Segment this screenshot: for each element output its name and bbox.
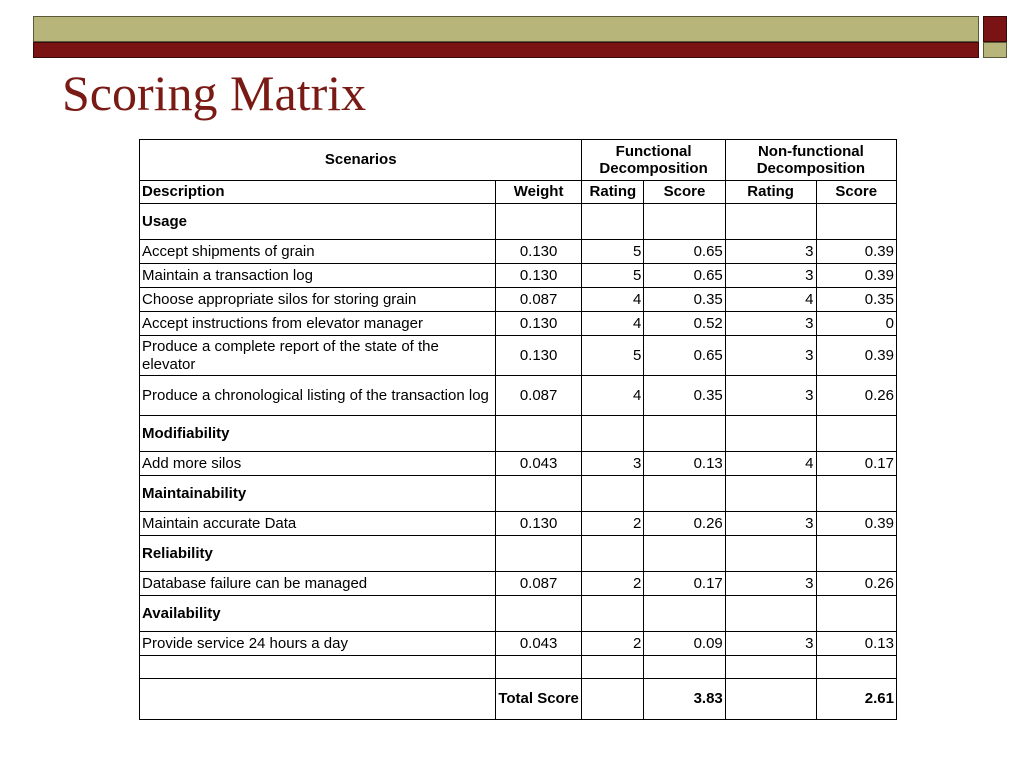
header-bar-maroon (33, 42, 979, 58)
scenario-description: Accept instructions from elevator manager (140, 312, 496, 336)
nonfunctional-score: 0.13 (816, 632, 896, 656)
empty-cell (495, 476, 582, 512)
total-functional-score: 3.83 (644, 679, 725, 720)
scenario-description: Provide service 24 hours a day (140, 632, 496, 656)
nonfunctional-rating: 3 (725, 572, 816, 596)
empty-cell (495, 416, 582, 452)
header-row-groups (140, 140, 897, 181)
nonfunctional-score: 0.39 (816, 512, 896, 536)
nonfunctional-rating-header: Rating (725, 181, 816, 204)
nonfunctional-rating: 3 (725, 240, 816, 264)
scenario-description: Database failure can be managed (140, 572, 496, 596)
total-row (140, 679, 897, 720)
empty-cell (816, 476, 896, 512)
empty-cell (582, 204, 644, 240)
nonfunctional-score: 0.26 (816, 572, 896, 596)
functional-decomposition-header: Functional Decomposition (582, 140, 725, 181)
empty-cell (644, 416, 725, 452)
weight-value: 0.087 (495, 376, 582, 416)
scenario-description: Add more silos (140, 452, 496, 476)
empty-cell (816, 204, 896, 240)
weight-value: 0.043 (495, 632, 582, 656)
weight-value: 0.130 (495, 312, 582, 336)
empty-cell (725, 476, 816, 512)
functional-rating: 5 (582, 336, 644, 376)
functional-score-header: Score (644, 181, 725, 204)
table-row (140, 572, 897, 596)
category-label: Availability (140, 596, 496, 632)
functional-rating: 4 (582, 288, 644, 312)
scenario-description: Maintain a transaction log (140, 264, 496, 288)
table-row (140, 264, 897, 288)
table-row (140, 312, 897, 336)
nonfunctional-rating: 3 (725, 264, 816, 288)
empty-cell (582, 596, 644, 632)
category-row (140, 476, 897, 512)
nonfunctional-score: 0.26 (816, 376, 896, 416)
empty-cell (725, 536, 816, 572)
functional-score: 0.52 (644, 312, 725, 336)
scenario-description: Maintain accurate Data (140, 512, 496, 536)
functional-score: 0.09 (644, 632, 725, 656)
weight-header: Weight (495, 181, 582, 204)
functional-rating: 5 (582, 240, 644, 264)
category-row (140, 204, 897, 240)
empty-cell (725, 416, 816, 452)
functional-score: 0.26 (644, 512, 725, 536)
nonfunctional-rating: 3 (725, 336, 816, 376)
nonfunctional-score: 0.39 (816, 240, 896, 264)
weight-value: 0.043 (495, 452, 582, 476)
functional-rating: 2 (582, 512, 644, 536)
scenario-description: Produce a chronological listing of the transaction log (140, 376, 496, 416)
nonfunctional-rating: 3 (725, 632, 816, 656)
nonfunctional-score: 0.39 (816, 264, 896, 288)
functional-rating: 2 (582, 572, 644, 596)
weight-value: 0.130 (495, 264, 582, 288)
scenarios-header: Scenarios (140, 140, 582, 181)
empty-cell (644, 596, 725, 632)
corner-square-olive (983, 42, 1007, 58)
scenario-description: Produce a complete report of the state of the elevator (140, 336, 496, 376)
matrix-body (140, 204, 897, 656)
table-row (140, 632, 897, 656)
total-nonfunctional-score: 2.61 (816, 679, 896, 720)
empty-cell (495, 536, 582, 572)
weight-value: 0.130 (495, 336, 582, 376)
functional-score: 0.35 (644, 288, 725, 312)
empty-cell (644, 204, 725, 240)
category-label: Modifiability (140, 416, 496, 452)
total-functional-rating-cell (582, 679, 644, 720)
nonfunctional-score: 0.39 (816, 336, 896, 376)
total-score-label: Total Score (495, 679, 582, 720)
nonfunctional-rating: 3 (725, 312, 816, 336)
functional-score: 0.65 (644, 240, 725, 264)
header-row-columns (140, 181, 897, 204)
empty-cell (582, 416, 644, 452)
nonfunctional-rating: 4 (725, 288, 816, 312)
nonfunctional-rating: 3 (725, 376, 816, 416)
table-row (140, 336, 897, 376)
functional-score: 0.65 (644, 336, 725, 376)
weight-value: 0.130 (495, 240, 582, 264)
nonfunctional-score: 0.17 (816, 452, 896, 476)
empty-cell (582, 536, 644, 572)
table-row (140, 452, 897, 476)
nonfunctional-score: 0 (816, 312, 896, 336)
functional-rating: 4 (582, 312, 644, 336)
weight-value: 0.130 (495, 512, 582, 536)
empty-cell (582, 476, 644, 512)
weight-value: 0.087 (495, 288, 582, 312)
spacer-row (140, 656, 897, 679)
scenario-description: Choose appropriate silos for storing grain (140, 288, 496, 312)
functional-rating: 2 (582, 632, 644, 656)
category-label: Maintainability (140, 476, 496, 512)
functional-score: 0.35 (644, 376, 725, 416)
empty-cell (495, 596, 582, 632)
nonfunctional-rating: 4 (725, 452, 816, 476)
table-row (140, 376, 897, 416)
nonfunctional-score: 0.35 (816, 288, 896, 312)
functional-score: 0.13 (644, 452, 725, 476)
functional-score: 0.65 (644, 264, 725, 288)
empty-cell (816, 596, 896, 632)
description-header: Description (140, 181, 496, 204)
category-row (140, 416, 897, 452)
slide-title: Scoring Matrix (62, 65, 367, 121)
empty-cell (495, 204, 582, 240)
total-desc-cell (140, 679, 496, 720)
empty-cell (644, 536, 725, 572)
functional-score: 0.17 (644, 572, 725, 596)
scenario-description: Accept shipments of grain (140, 240, 496, 264)
table-row (140, 512, 897, 536)
functional-rating-header: Rating (582, 181, 644, 204)
empty-cell (644, 476, 725, 512)
nonfunctional-rating: 3 (725, 512, 816, 536)
scoring-matrix-table (139, 139, 897, 720)
functional-rating: 3 (582, 452, 644, 476)
total-nonfunctional-rating-cell (725, 679, 816, 720)
functional-rating: 4 (582, 376, 644, 416)
header-bar-olive (33, 16, 979, 42)
table-row (140, 288, 897, 312)
nonfunctional-score-header: Score (816, 181, 896, 204)
corner-square-maroon (983, 16, 1007, 42)
category-label: Usage (140, 204, 496, 240)
empty-cell (816, 416, 896, 452)
empty-cell (816, 536, 896, 572)
table-row (140, 240, 897, 264)
category-row (140, 596, 897, 632)
functional-rating: 5 (582, 264, 644, 288)
empty-cell (725, 596, 816, 632)
nonfunctional-decomposition-header: Non-functional Decomposition (725, 140, 896, 181)
weight-value: 0.087 (495, 572, 582, 596)
empty-cell (725, 204, 816, 240)
category-row (140, 536, 897, 572)
category-label: Reliability (140, 536, 496, 572)
